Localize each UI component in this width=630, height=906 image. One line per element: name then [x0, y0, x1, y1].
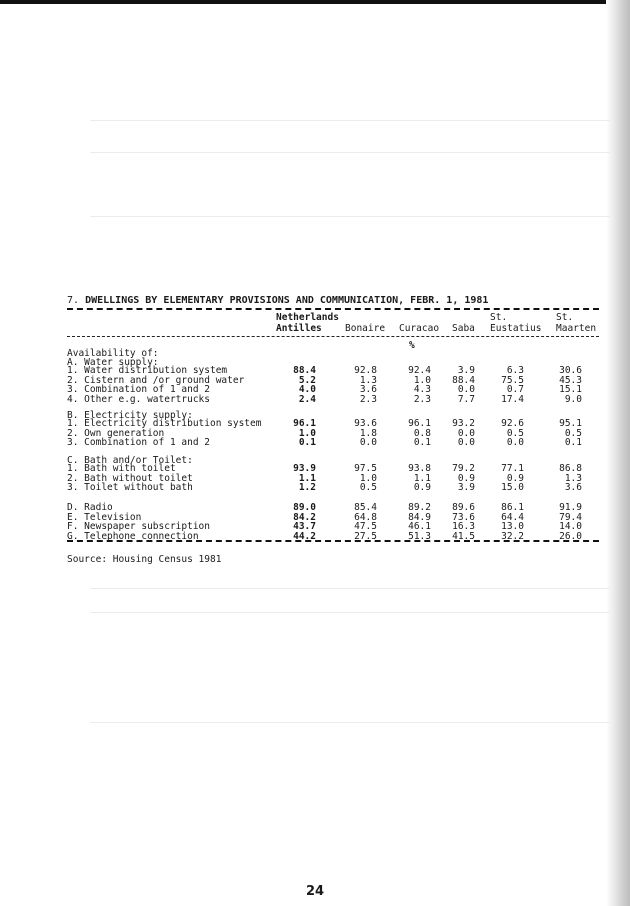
cell-st-maarten: 91.9: [559, 502, 582, 513]
cell-st-maarten: 95.1: [559, 418, 582, 429]
cell-curacao: 93.8: [408, 463, 431, 474]
col-header-line: Netherlands: [276, 312, 339, 323]
header-rule: [67, 336, 599, 337]
cell-saba: 16.3: [452, 521, 475, 533]
col-header-saba: Saba: [452, 323, 475, 334]
cell-saba: 3.9: [457, 482, 475, 494]
col-header-line: St.: [556, 312, 574, 323]
cell-netherlands-antilles: 43.7: [293, 521, 316, 533]
cell-st-maarten: 0.1: [564, 437, 582, 449]
table-top-rule: [67, 308, 599, 310]
row-label: 4. Other e.g. watertrucks: [67, 393, 210, 405]
cell-st-maarten: 1.3: [564, 472, 582, 484]
scan-top-edge: [0, 0, 630, 4]
cell-netherlands-antilles: 0.1: [298, 437, 316, 449]
cell-saba: 73.6: [452, 511, 475, 523]
cell-st-eustatius: 0.0: [506, 437, 524, 449]
cell-netherlands-antilles: 1.1: [298, 472, 316, 484]
cell-bonaire: 1.0: [359, 472, 377, 484]
cell-st-eustatius: 75.5: [501, 374, 524, 386]
row-label: G. Telephone connection: [67, 530, 199, 542]
cell-st-maarten: 79.4: [559, 511, 582, 523]
cell-netherlands-antilles: 88.4: [293, 365, 316, 376]
cell-st-maarten: 9.0: [564, 393, 582, 405]
cell-bonaire: 0.5: [359, 482, 377, 494]
row-label: F. Newspaper subscription: [67, 521, 210, 533]
row-label: 3. Combination of 1 and 2: [67, 437, 210, 449]
cell-netherlands-antilles: 84.2: [293, 511, 316, 523]
table-row: [0, 395, 630, 405]
bleed-through-line: [90, 612, 610, 613]
cell-netherlands-antilles: 2.4: [298, 393, 316, 405]
cell-curacao: 1.0: [413, 374, 431, 386]
cell-curacao: 84.9: [408, 511, 431, 523]
cell-st-eustatius: 6.3: [506, 365, 524, 376]
cell-bonaire: 92.8: [354, 365, 377, 376]
cell-saba: 89.6: [452, 502, 475, 513]
col-header-bonaire: Bonaire: [345, 323, 386, 334]
cell-st-eustatius: 92.6: [501, 418, 524, 429]
cell-curacao: 46.1: [408, 521, 431, 533]
row-label: 3. Toilet without bath: [67, 482, 193, 494]
cell-st-eustatius: 64.4: [501, 511, 524, 523]
table-title-text: DWELLINGS BY ELEMENTARY PROVISIONS AND COMMUNICATION, FEBR. 1, 1981: [85, 295, 489, 306]
cell-bonaire: 85.4: [354, 502, 377, 513]
cell-netherlands-antilles: 89.0: [293, 502, 316, 513]
bleed-through-line: [90, 152, 610, 153]
col-header-line: Antilles: [276, 323, 322, 334]
cell-st-maarten: 0.5: [564, 427, 582, 439]
cell-st-eustatius: 0.7: [506, 384, 524, 396]
cell-st-eustatius: 77.1: [501, 463, 524, 474]
cell-bonaire: 1.8: [359, 427, 377, 439]
col-header-curacao: Curacao: [399, 323, 440, 334]
cell-st-maarten: 3.6: [564, 482, 582, 494]
col-header-st-maarten: [556, 312, 596, 334]
cell-curacao: 96.1: [408, 418, 431, 429]
cell-st-eustatius: 0.9: [506, 472, 524, 484]
source-note: Source: Housing Census 1981: [67, 554, 222, 565]
section-heading-electricity: B. Electricity supply:: [67, 410, 193, 421]
cell-curacao: 0.9: [413, 482, 431, 494]
cell-curacao: 2.3: [413, 393, 431, 405]
table-row: [0, 483, 630, 493]
row-label: 2. Cistern and /or ground water: [67, 374, 245, 386]
cell-saba: 93.2: [452, 418, 475, 429]
cell-bonaire: 1.3: [359, 374, 377, 386]
cell-bonaire: 93.6: [354, 418, 377, 429]
col-header-st-eustatius: [490, 312, 541, 334]
cell-bonaire: 2.3: [359, 393, 377, 405]
cell-saba: 7.7: [457, 393, 475, 405]
cell-saba: 0.0: [457, 427, 475, 439]
table-title: [67, 295, 488, 306]
cell-curacao: 51.3: [408, 530, 431, 542]
cell-st-eustatius: 0.5: [506, 427, 524, 439]
cell-bonaire: 0.0: [359, 437, 377, 449]
row-label: 2. Own generation: [67, 427, 165, 439]
cell-bonaire: 27.5: [354, 530, 377, 542]
bleed-through-line: [90, 120, 610, 121]
cell-netherlands-antilles: 96.1: [293, 418, 316, 429]
cell-netherlands-antilles: 44.2: [293, 530, 316, 542]
row-label: D. Radio: [67, 502, 113, 513]
row-label: 2. Bath without toilet: [67, 472, 193, 484]
row-label: 1. Bath with toilet: [67, 463, 176, 474]
table-row: [0, 438, 630, 448]
cell-netherlands-antilles: 1.0: [298, 427, 316, 439]
cell-saba: 41.5: [452, 530, 475, 542]
page-number: 24: [306, 884, 325, 899]
cell-st-eustatius: 86.1: [501, 502, 524, 513]
section-heading-water: A. Water supply:: [67, 357, 159, 368]
availability-heading: Availability of:: [67, 348, 159, 359]
cell-curacao: 4.3: [413, 384, 431, 396]
cell-saba: 88.4: [452, 374, 475, 386]
cell-st-maarten: 30.6: [559, 365, 582, 376]
cell-st-eustatius: 15.0: [501, 482, 524, 494]
section-heading-bath: C. Bath and/or Toilet:: [67, 455, 193, 466]
table-bottom-rule: [67, 540, 599, 542]
col-header-netherlands-antilles: [276, 312, 339, 334]
cell-st-maarten: 45.3: [559, 374, 582, 386]
cell-bonaire: 3.6: [359, 384, 377, 396]
cell-netherlands-antilles: 4.0: [298, 384, 316, 396]
bleed-through-line: [90, 216, 610, 217]
row-label: 3. Combination of 1 and 2: [67, 384, 210, 396]
cell-st-maarten: 14.0: [559, 521, 582, 533]
bleed-through-line: [90, 588, 610, 589]
cell-netherlands-antilles: 1.2: [298, 482, 316, 494]
col-header-line: Maarten: [556, 323, 597, 334]
cell-st-maarten: 86.8: [559, 463, 582, 474]
bleed-through-line: [90, 722, 610, 723]
cell-st-maarten: 26.0: [559, 530, 582, 542]
cell-bonaire: 47.5: [354, 521, 377, 533]
cell-saba: 79.2: [452, 463, 475, 474]
col-header-line: Eustatius: [490, 323, 542, 334]
cell-curacao: 0.8: [413, 427, 431, 439]
cell-st-maarten: 15.1: [559, 384, 582, 396]
cell-curacao: 89.2: [408, 502, 431, 513]
col-header-line: St.: [490, 312, 508, 323]
cell-saba: 0.9: [457, 472, 475, 484]
cell-bonaire: 97.5: [354, 463, 377, 474]
cell-netherlands-antilles: 93.9: [293, 463, 316, 474]
row-label: 1. Electricity distribution system: [67, 418, 262, 429]
table-number: 7.: [67, 295, 80, 306]
cell-st-eustatius: 17.4: [501, 393, 524, 405]
cell-st-eustatius: 13.0: [501, 521, 524, 533]
cell-saba: 0.0: [457, 437, 475, 449]
cell-saba: 3.9: [457, 365, 475, 376]
cell-st-eustatius: 32.2: [501, 530, 524, 542]
cell-netherlands-antilles: 5.2: [298, 374, 316, 386]
scan-right-edge: [606, 0, 630, 906]
cell-saba: 0.0: [457, 384, 475, 396]
row-label: 1. Water distribution system: [67, 365, 228, 376]
cell-bonaire: 64.8: [354, 511, 377, 523]
cell-curacao: 1.1: [413, 472, 431, 484]
cell-curacao: 92.4: [408, 365, 431, 376]
unit-label: %: [409, 340, 415, 351]
row-label: E. Television: [67, 511, 142, 523]
cell-curacao: 0.1: [413, 437, 431, 449]
